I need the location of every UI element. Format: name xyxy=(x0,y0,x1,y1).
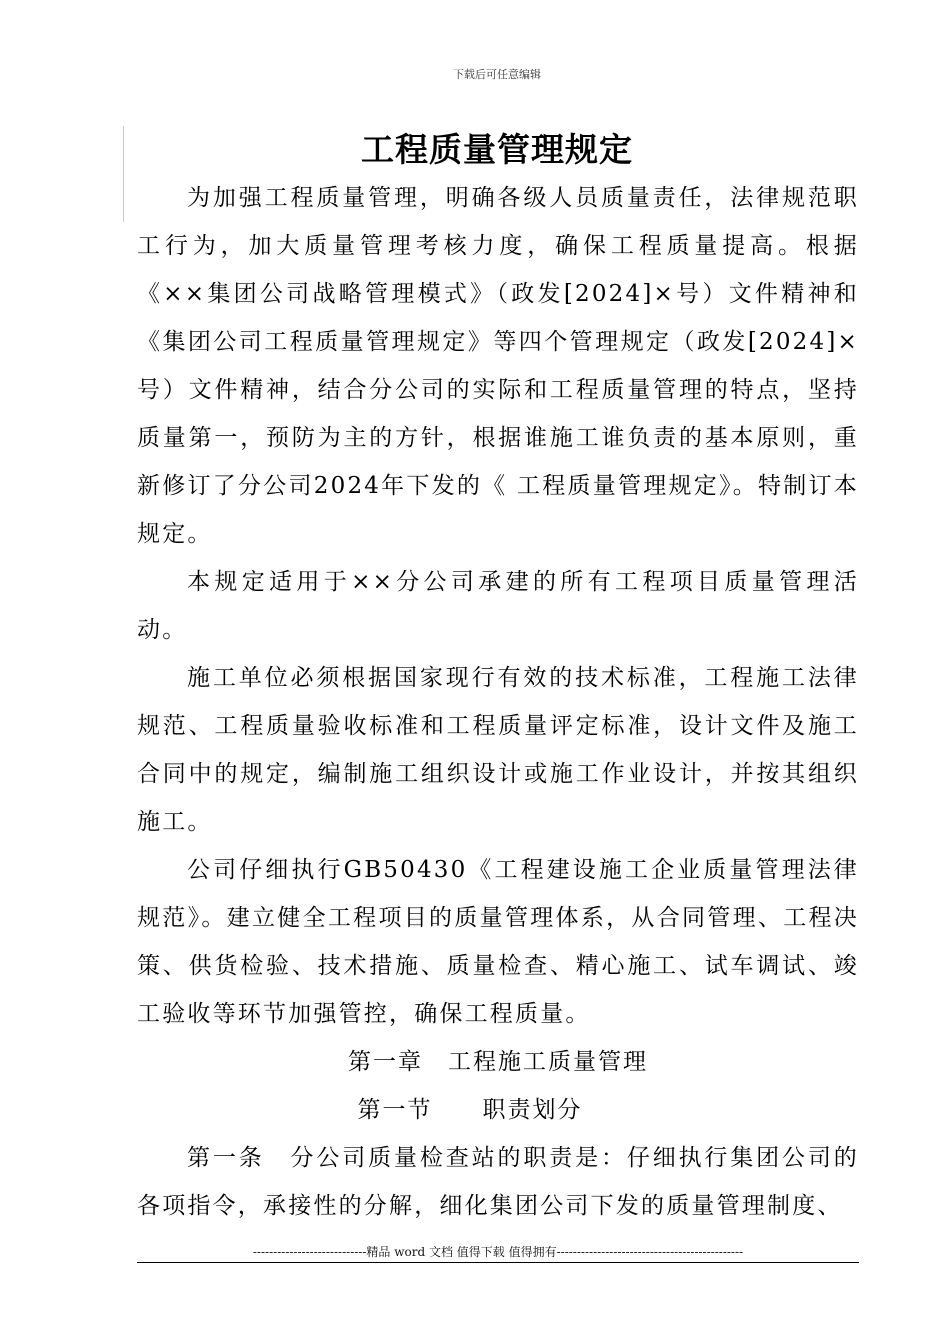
page-footer: ----------------------------精品 word 文档 值得下载 值得拥有---------------------------------------------- xyxy=(252,1245,744,1259)
article-1: 第一条 分公司质量检查站的职责是：仔细执行集团公司的各项指令，承接性的分解，细化集团公司下发的质量管理制度、 xyxy=(137,1145,859,1219)
paragraph-standards: 施工单位必须根据国家现行有效的技术标准，工程施工法律规范、工程质量验收标准和工程质量评定标准，设计文件及施工合同中的规定，编制施工组织设计或施工作业设计，并按其组织施工。 xyxy=(137,665,859,835)
paragraph-quality-system: 公司仔细执行GB50430《工程建设施工企业质量管理法律规范》。建立健全工程项目的质量管理体系，从合同管理、工程决策、供货检验、技术措施、质量检查、精心施工、试车调试、竣工验收等环节加强管控，确保工程质量。 xyxy=(137,857,859,1027)
section-heading: 第一节 职责划分 xyxy=(357,1097,583,1123)
chapter-heading: 第一章 工程施工质量管理 xyxy=(348,1049,648,1075)
paragraph-scope: 本规定适用于××分公司承建的所有工程项目质量管理活动。 xyxy=(137,569,859,643)
document-title: 工程质量管理规定 xyxy=(361,130,633,169)
document-body xyxy=(137,174,859,1230)
footer-divider xyxy=(137,1262,859,1263)
paragraph-intro: 为加强工程质量管理，明确各级人员质量责任，法律规范职工行为，加大质量管理考核力度，确保工程质量提高。根据《××集团公司战略管理模式》（政发[2024]×号）文件精神和《集团公司工程质量管理规定》等四个管理规定（政发[2024]×号）文件精神，结合分公司的实际和工程质量管理的特点，坚持质量第一，预防为主的方针，根据谁施工谁负责的基本原则，重新修订了分公司2024年下发的《 工程质量管理规定》。特制订本规定。 xyxy=(137,185,859,547)
page-header: 下载后可任意编辑 xyxy=(453,68,541,81)
